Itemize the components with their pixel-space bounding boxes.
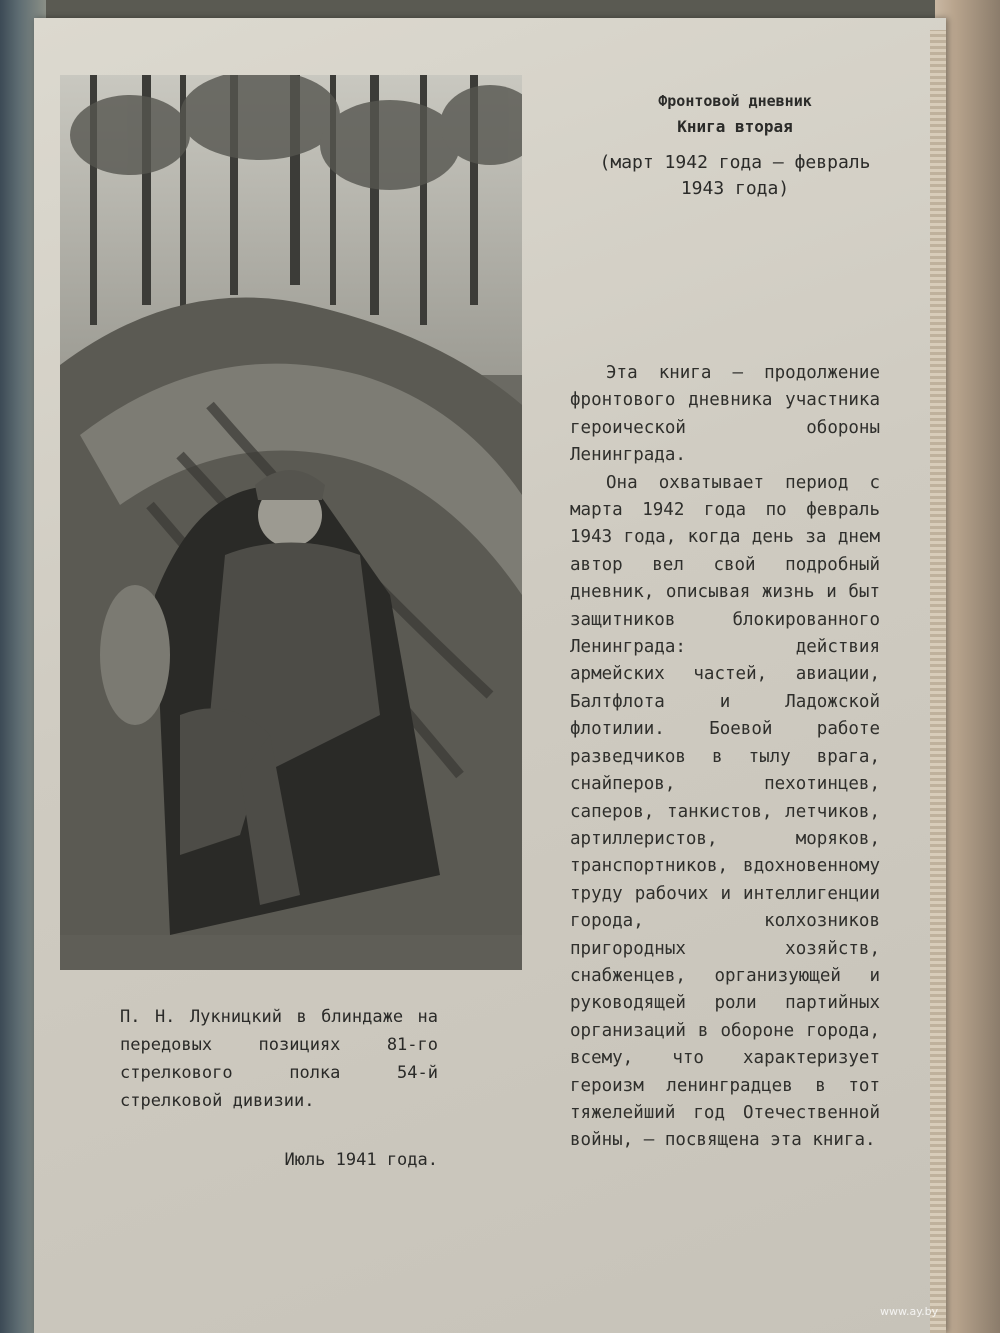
photo-caption: П. Н. Лукницкий в блиндаже на передовых позициях 81-го стрелкового полка 54-й стрелковой дивизии. bbox=[120, 1007, 438, 1111]
paragraph-2: Она охватывает период с марта 1942 года по февраль 1943 года, когда день за днем автор вел свой подробный дневник, описывая жизнь и быт защитников блокированного Ленинграда: действия армейских частей, авиации, Балтфлота и Ладожской флотилии. Боевой работе разведчиков в тылу врага, снайперов, пехотинцев, саперов, танкистов, летчиков, артиллеристов, моряков, транспортников, вдохновенному труду рабочих и интеллигенции города, колхозников пригородных хозяйств, снабженцев, организующей и руководящей роли партийных организаций в обороне города, всему, что характеризует героизм ленинградцев в тот тяжелейший год Отечественной войны, — посвящена эта книга. bbox=[570, 472, 880, 1151]
period: (март 1942 года — февраль 1943 года) bbox=[599, 152, 871, 199]
annotation-text bbox=[570, 360, 880, 1155]
page-edge bbox=[930, 30, 946, 1333]
watermark: www.ay.by bbox=[880, 1305, 939, 1318]
series-title: Фронтовой дневник bbox=[658, 92, 812, 110]
dugout-photo bbox=[60, 75, 522, 970]
paragraph-1: Эта книга — продолжение фронтового дневника участника героической обороны Ленинграда. bbox=[570, 363, 880, 466]
book-number: Книга вторая bbox=[677, 117, 793, 136]
photo-date: Июль 1941 года. bbox=[284, 1150, 438, 1170]
title-block bbox=[570, 90, 900, 202]
